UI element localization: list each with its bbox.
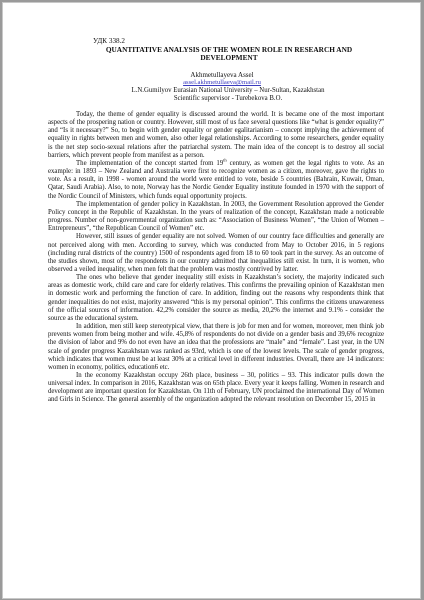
paragraph: In addition, men still keep stereotypical view, that there is job for men and for women, moreover, men think job prevents women from being mother and wife. 45,8% of respondents do not divide on a gender basis and 39,6% recognize the division of labor and 9% do not even have an idea that the professions are “male” and “female”. Last year, in the UN scale of gender progress Kazakhstan was ranked as 93rd, which is one of the lowest levels. The scale of gender progress, which indicates that women must be at least 30% at a critical level in different industries. Overall, there are 14 indicators: women in economy, politics, education6 etc. xyxy=(48,323,384,371)
author-affiliation: L.N.Gumilyov Eurasian National University – Nur-Sultan, Kazakhstan xyxy=(131,87,325,94)
author-name: Akhmetullayeva Assel xyxy=(190,71,254,80)
body-text xyxy=(48,111,384,405)
paragraph: In the economy Kazakhstan occupy 26th place, business – 30, politics – 93. This indicator pulls down the universal index. In comparison in 2016, Kazakhstan was on 65th place. Every year it keeps falling. Women in research and development are important question for Kazakhstan. On 11th of February, UN proclaimed the international Day of Women and Girls in Science. The general assembly of the organization adopted the relevant resolution on December 15, 2015 in xyxy=(48,372,384,404)
page-content xyxy=(48,37,384,405)
scientific-supervisor: Scientific supervisor - Turebekova B.O. xyxy=(173,95,283,102)
paragraph: Today, the theme of gender equality is discussed around the world. It is became one of the most important aspects of the prospering nation or country. However, still most of us face several questions like “what is gender equality?” and “Is it necessary?” So, to begin with gender equality or gender egalitarianism – concept implying the achievement of equality in rights between men and women, also other legal relationships. According to some researchers, gender equality is the net step socio-sexual relations after the patriarchal system. The main idea of the concept is to destroy all social barriers, which prevent people from manifest as a person. xyxy=(48,111,384,159)
paragraph: The ones who believe that gender inequality still exists in Kazakhstan’s society, the majority indicated such areas as domestic work, child care and care for elderly relatives. This confirms the prevailing opinion of Kazakhstan men in domestic work and performing the function of care. In addition, finding out the reasons why respondents think that gender inequalities do not exist, majority answered “this is my personal opinion”. This confirms the citizens unawareness of the official sources of information. 42,2% consider the source as media, 20,2% the internet and 9.1% - consider the source as the educational system. xyxy=(48,274,384,322)
udc-code: УДК 338.2 xyxy=(93,37,126,45)
author-email-link[interactable]: assel.akhmetullaeva@mail.ru xyxy=(183,79,261,87)
paragraph: The implementation of gender policy in Kazakhstan. In 2003, the Government Resolution approved the Gender Policy concept in the Republic of Kazakhstan. In the years of realization of the concept, Kazakhstan made a noticeable progress. Number of non-governmental organization such as: “Association of Business Women”, “the Union of Women – Entrepreneurs”, “the Republican Council of Women” etc. xyxy=(48,200,384,233)
document-page xyxy=(2,2,421,599)
paragraph: The implementation of the concept started from 19th century, as women get the legal rights to vote. As an example: in 1893 – New Zealand and Australia were first to recognize women as a citizen, moreover, gave the rights to vote. As a result, in 1998 - women around the world were entitled to vote, beside 5 countries (Bahrain, Kuwait, Oman, Qatar, Saudi Arabia). Also, to note, Norway has the Nordic Gender Equality institute founded in 1970 with the support of the Nordic Council of Ministers, which funds equal opportunity projects. xyxy=(48,157,384,200)
paragraph: However, still issues of gender equality are not solved. Women of our country face difficulties and generally are not perceived along with men. According to survey, which was conducted from May to October 2016, in 5 regions (including rural districts of the country) 1500 of respondents aged from 18 to 60 took part in the survey. As an outcome of the studies shown, most of the respondents in our country admitted that inequalities still exist. In turn, it is women, who observed a veiled inequality, when men felt that the problem was mostly contrived by latter. xyxy=(48,233,384,273)
paper-title: QUANTITATIVE ANALYSIS OF THE WOMEN ROLE IN RESEARCH AND DEVELOPMENT xyxy=(105,45,353,63)
superscript: th xyxy=(223,157,227,163)
